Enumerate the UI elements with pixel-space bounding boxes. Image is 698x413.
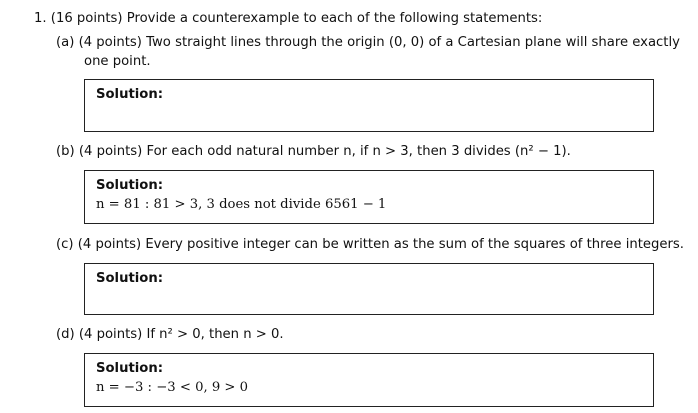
part-a-statement-line1: Two straight lines through the origin (0, 0) of a Cartesian plane will share exactly: [146, 35, 680, 50]
part-c-solution-box: [84, 263, 654, 315]
part-b-statement: [56, 143, 571, 160]
part-a-solution-label: Solution:: [96, 87, 164, 102]
part-d-solution-box: [84, 353, 654, 407]
part-d-statement-line1: If n² > 0, then n > 0.: [146, 327, 284, 342]
part-c-points: (4 points): [77, 237, 142, 252]
problem-header-text: (16 points) Provide a counterexample to each of the following statements:: [50, 11, 543, 26]
part-a-statement-continued: one point.: [84, 54, 151, 69]
problem-number: 1.: [34, 11, 47, 26]
part-b-label: (b): [56, 144, 75, 159]
part-b-statement-line1: For each odd natural number n, if n > 3, then 3 divides (n² − 1).: [146, 144, 571, 159]
part-a-solution-box: [84, 79, 654, 132]
part-b-solution-label: Solution:: [96, 178, 164, 193]
part-d-solution-label: Solution:: [96, 361, 164, 376]
part-b-points: (4 points): [78, 144, 143, 159]
part-a-label: (a): [56, 35, 75, 50]
part-d-points: (4 points): [78, 327, 143, 342]
part-c-statement: [56, 236, 684, 253]
part-b-solution-text: n = 81 : 81 > 3, 3 does not divide 6561 − 1: [96, 197, 387, 212]
problem-header: [34, 10, 542, 27]
part-a-points: (4 points): [78, 35, 142, 50]
part-d-statement: [56, 326, 284, 343]
part-d-solution-text: n = −3 : −3 < 0, 9 > 0: [96, 380, 249, 395]
part-c-label: (c): [56, 237, 74, 252]
part-b-solution-box: [84, 170, 654, 224]
part-a-statement: [56, 34, 680, 51]
part-c-solution-label: Solution:: [96, 271, 164, 286]
part-c-statement-line1: Every positive integer can be written as the sum of the squares of three integers.: [145, 237, 684, 252]
part-d-label: (d): [56, 327, 75, 342]
